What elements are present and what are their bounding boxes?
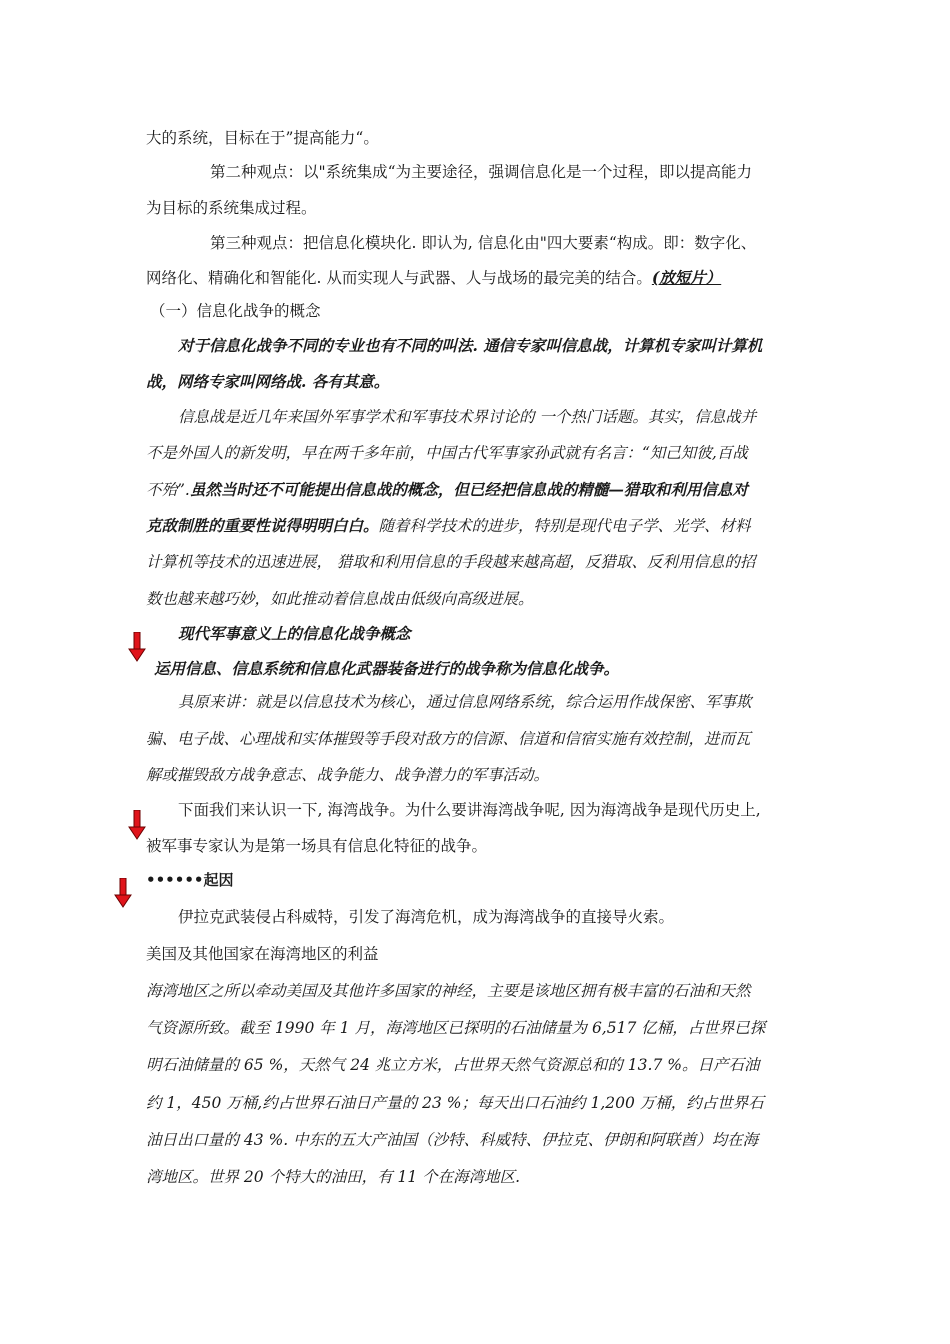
- paragraph-line: 为目标的系统集成过程。: [146, 199, 317, 217]
- play-clip-note: (放短片）: [651, 268, 722, 287]
- paragraph-line: 第三种观点：把信息化模块化. 即认为, 信息化由"四大要素“构成。即：数字化、: [210, 234, 757, 252]
- paragraph-line: 解或摧毁敌方战争意志、战争能力、战争潜力的军事活动。: [146, 766, 550, 784]
- paragraph-line: 现代军事意义上的信息化战争概念: [178, 624, 411, 643]
- section-heading: ••••••起因: [146, 871, 234, 889]
- paragraph-emphasis: 克敌制胜的重要性说得明明白白。: [146, 516, 379, 535]
- paragraph-line: 不是外国人的新发明，早在两千多年前，中国古代军事家孙武就有名言：“知己知彼,百战: [146, 444, 748, 462]
- paragraph-line: 湾地区。世界 20 个特大的油田，有 11 个在海湾地区.: [146, 1168, 521, 1186]
- paragraph-line: 具原来讲：就是以信息技术为核心，通过信息网络系统，综合运用作战保密、军事欺: [178, 693, 752, 711]
- paragraph-line: 气资源所致。截至 1990 年 1 月，海湾地区已探明的石油储量为 6,517 亿桶，占世界已探: [146, 1019, 766, 1037]
- down-arrow-icon: [128, 632, 146, 662]
- paragraph-line: 信息战是近几年来国外军事学术和军事技术界讨论的 一个热门话题。其实，信息战并: [178, 408, 757, 426]
- paragraph-line: 运用信息、信息系统和信息化武器装备进行的战争称为信息化战争。: [154, 659, 620, 678]
- paragraph-text: 不殆”.: [146, 481, 190, 499]
- paragraph-line: 下面我们来认识一下, 海湾战争。为什么要讲海湾战争呢, 因为海湾战争是现代历史上,: [178, 801, 761, 819]
- paragraph-line: [146, 268, 721, 288]
- down-arrow-icon: [128, 810, 146, 840]
- paragraph-line: 第二种观点：以"系统集成“为主要途径，强调信息化是一个过程，即以提高能力: [210, 163, 753, 181]
- paragraph-line: 被军事专家认为是第一场具有信息化特征的战争。: [146, 837, 488, 855]
- paragraph-line: 骗、电子战、心理战和实体摧毁等手段对敌方的信源、信道和信宿实施有效控制，进而瓦: [146, 730, 751, 748]
- paragraph-line: 约 1，450 万桶,约占世界石油日产量的 23 %；每天出口石油约 1,200 万桶，约占世界石: [146, 1094, 764, 1112]
- paragraph-emphasis: 虽然当时还不可能提出信息战的概念，但已经把信息战的精髓—猎取和利用信息对: [189, 480, 748, 499]
- paragraph-line: 计算机等技术的迅速进展， 猎取和利用信息的手段越来越高超，反猎取、反利用信息的招: [146, 553, 756, 571]
- paragraph-line: 伊拉克武装侵占科威特，引发了海湾危机，成为海湾战争的直接导火索。: [178, 908, 675, 926]
- paragraph-line: 大的系统，目标在于”提高能力“。: [146, 129, 379, 147]
- paragraph-line: 油日出口量的 43 %. 中东的五大产油国（沙特、科威特、伊拉克、伊朗和阿联酋）均在海: [146, 1131, 759, 1149]
- paragraph-line: [146, 516, 751, 536]
- section-heading: （一）信息化战争的概念: [150, 302, 321, 320]
- paragraph-text: 随着科学技术的进步，特别是现代电子学、光学、材料: [378, 517, 751, 535]
- paragraph-line: 海湾地区之所以牵动美国及其他许多国家的神经，主要是该地区拥有极丰富的石油和天然: [146, 982, 751, 1000]
- paragraph-line: 对于信息化战争不同的专业也有不同的叫法. 通信专家叫信息战，计算机专家叫计算机: [178, 336, 763, 355]
- paragraph-line: [146, 480, 748, 500]
- paragraph-line: 明石油储量的 65 %，天然气 24 兆立方米，占世界天然气资源总和的 13.7 %。日产石油: [146, 1056, 760, 1074]
- down-arrow-icon: [114, 878, 132, 908]
- paragraph-line: 战，网络专家叫网络战. 各有其意。: [146, 372, 390, 391]
- paragraph-line: 数也越来越巧妙，如此推动着信息战由低级向高级进展。: [146, 590, 534, 608]
- paragraph-text: 网络化、精确化和智能化. 从而实现人与武器、人与战场的最完美的结合。: [146, 269, 652, 287]
- section-heading: 美国及其他国家在海湾地区的利益: [146, 945, 379, 963]
